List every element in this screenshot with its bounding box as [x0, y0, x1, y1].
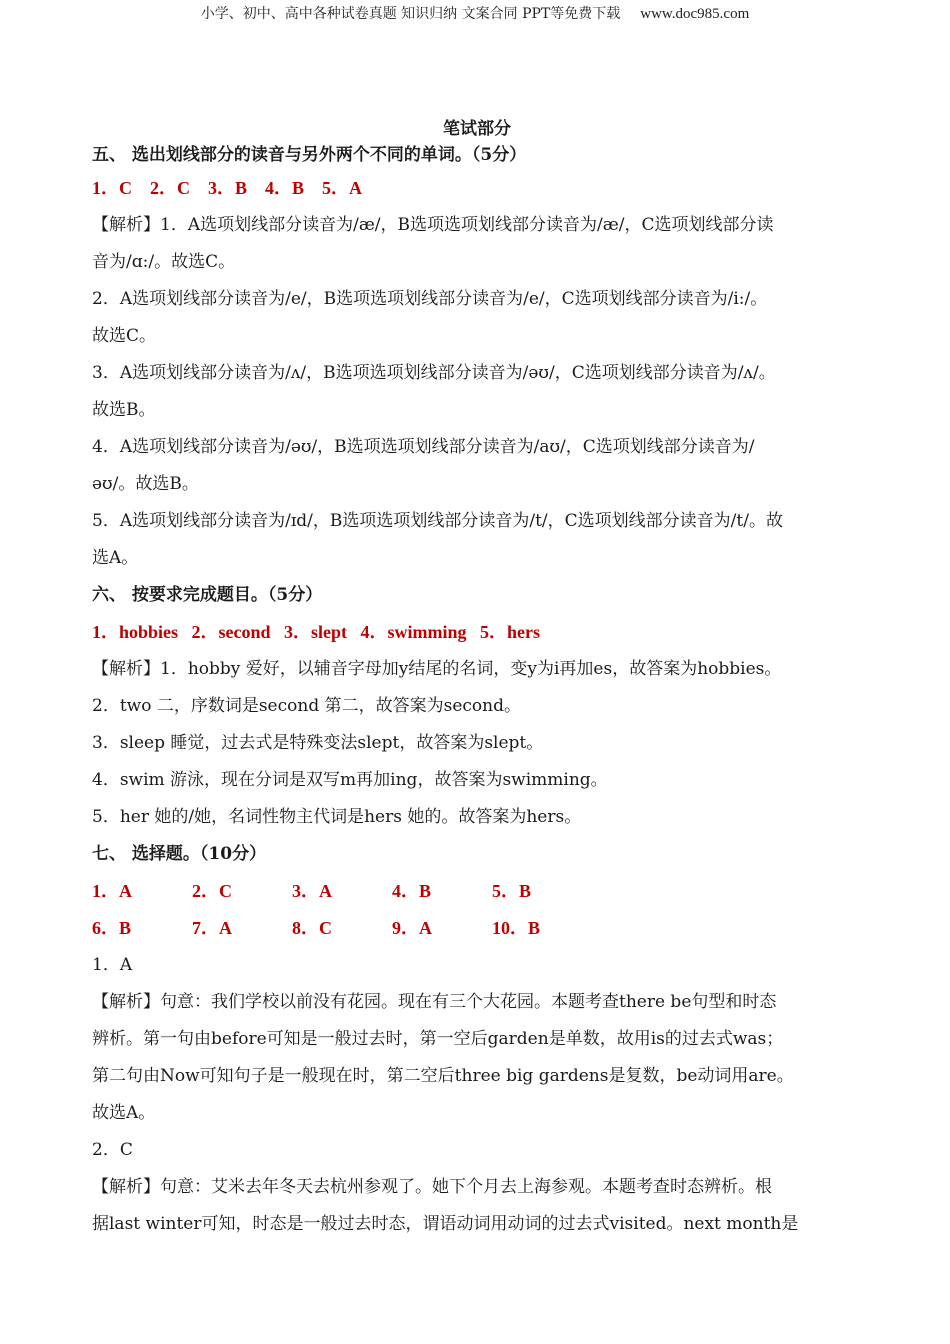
- explanation-line: 2．A选项划线部分读音为/e/，B选项选项划线部分读音为/e/，C选项划线部分读音为/i:/。: [92, 289, 768, 309]
- explanation-line: 【解析】句意：我们学校以前没有花园。现在有三个大花园。本题考查there be句型和时态: [92, 992, 777, 1012]
- explanation-line: əʊ/。故选B。: [92, 474, 199, 494]
- header-url[interactable]: www.doc985.com: [640, 6, 750, 22]
- explanation-line: 4．A选项划线部分读音为/əʊ/，B选项选项划线部分读音为/aʊ/，C选项划线部分读音为/: [92, 437, 755, 457]
- explanation-line: 【解析】1．A选项划线部分读音为/æ/，B选项选项划线部分读音为/æ/，C选项划线部分读: [92, 215, 774, 235]
- explanation-line: 3．sleep 睡觉，过去式是特殊变法slept，故答案为slept。: [92, 733, 544, 753]
- section5-answers: 1．C 2．C 3．B 4．B 5．A: [92, 178, 363, 198]
- page-header: [0, 3, 950, 23]
- answer-item: 9．A: [392, 918, 432, 938]
- section6-heading: 六、 按要求完成题目。（5分）: [92, 585, 323, 605]
- header-text: 小学、初中、高中各种试卷真题 知识归纳 文案合同 PPT等免费下载: [200, 6, 621, 22]
- answer-item: 10．B: [492, 918, 541, 938]
- explanation-line: 3．A选项划线部分读音为/ʌ/，B选项选项划线部分读音为/əʊ/，C选项划线部分读音为/ʌ/。: [92, 363, 776, 383]
- page-title: 笔试部分: [443, 119, 511, 139]
- answer-item: 2．C: [192, 881, 232, 901]
- explanation-line: 【解析】1．hobby 爱好，以辅音字母加y结尾的名词，变y为i再加es，故答案为hobbies。: [92, 659, 782, 679]
- answer-item: 6．B: [92, 918, 132, 938]
- answer-item: 7．A: [192, 918, 232, 938]
- document-body: [92, 116, 862, 1243]
- explanation-line: 2．C: [92, 1140, 133, 1160]
- explanation-line: 辨析。第一句由before可知是一般过去时，第一空后garden是单数，故用is的过去式was；: [92, 1029, 784, 1049]
- explanation-line: 故选C。: [92, 326, 157, 346]
- explanation-line: 故选A。: [92, 1103, 156, 1123]
- section7-answers-row2: [92, 910, 862, 947]
- section7-answers-row1: [92, 873, 862, 910]
- answer-item: 8．C: [292, 918, 332, 938]
- explanation-line: 第二句由Now可知句子是一般现在时，第二空后three big gardens是复数，be动词用are。: [92, 1066, 794, 1086]
- explanation-line: 故选B。: [92, 400, 156, 420]
- answer-item: 3．A: [292, 881, 332, 901]
- explanation-line: 5．her 她的/她，名词性物主代词是hers 她的。故答案为hers。: [92, 807, 582, 827]
- explanation-line: 2．two 二，序数词是second 第二，故答案为second。: [92, 696, 521, 716]
- answer-item: 1．A: [92, 881, 132, 901]
- explanation-line: 【解析】句意：艾米去年冬天去杭州参观了。她下个月去上海参观。本题考查时态辨析。根: [92, 1177, 772, 1197]
- explanation-line: 选A。: [92, 548, 139, 568]
- answer-item: 4．B: [392, 881, 432, 901]
- explanation-line: 5．A选项划线部分读音为/ɪd/，B选项选项划线部分读音为/t/，C选项划线部分读音为/t/。故: [92, 511, 783, 531]
- answer-item: 5．B: [492, 881, 532, 901]
- explanation-line: 音为/ɑ:/。故选C。: [92, 252, 236, 272]
- section5-heading: 五、 选出划线部分的读音与另外两个不同的单词。（5分）: [92, 145, 527, 165]
- section6-answers: 1．hobbies 2．second 3．slept 4．swimming 5．hers: [92, 622, 541, 642]
- explanation-line: 4．swim 游泳，现在分词是双写m再加ing，故答案为swimming。: [92, 770, 608, 790]
- explanation-line: 据last winter可知，时态是一般过去时态，谓语动词用动词的过去式visited。next month是: [92, 1214, 799, 1234]
- explanation-line: 1．A: [92, 955, 133, 975]
- section7-heading: 七、 选择题。（10分）: [92, 844, 267, 864]
